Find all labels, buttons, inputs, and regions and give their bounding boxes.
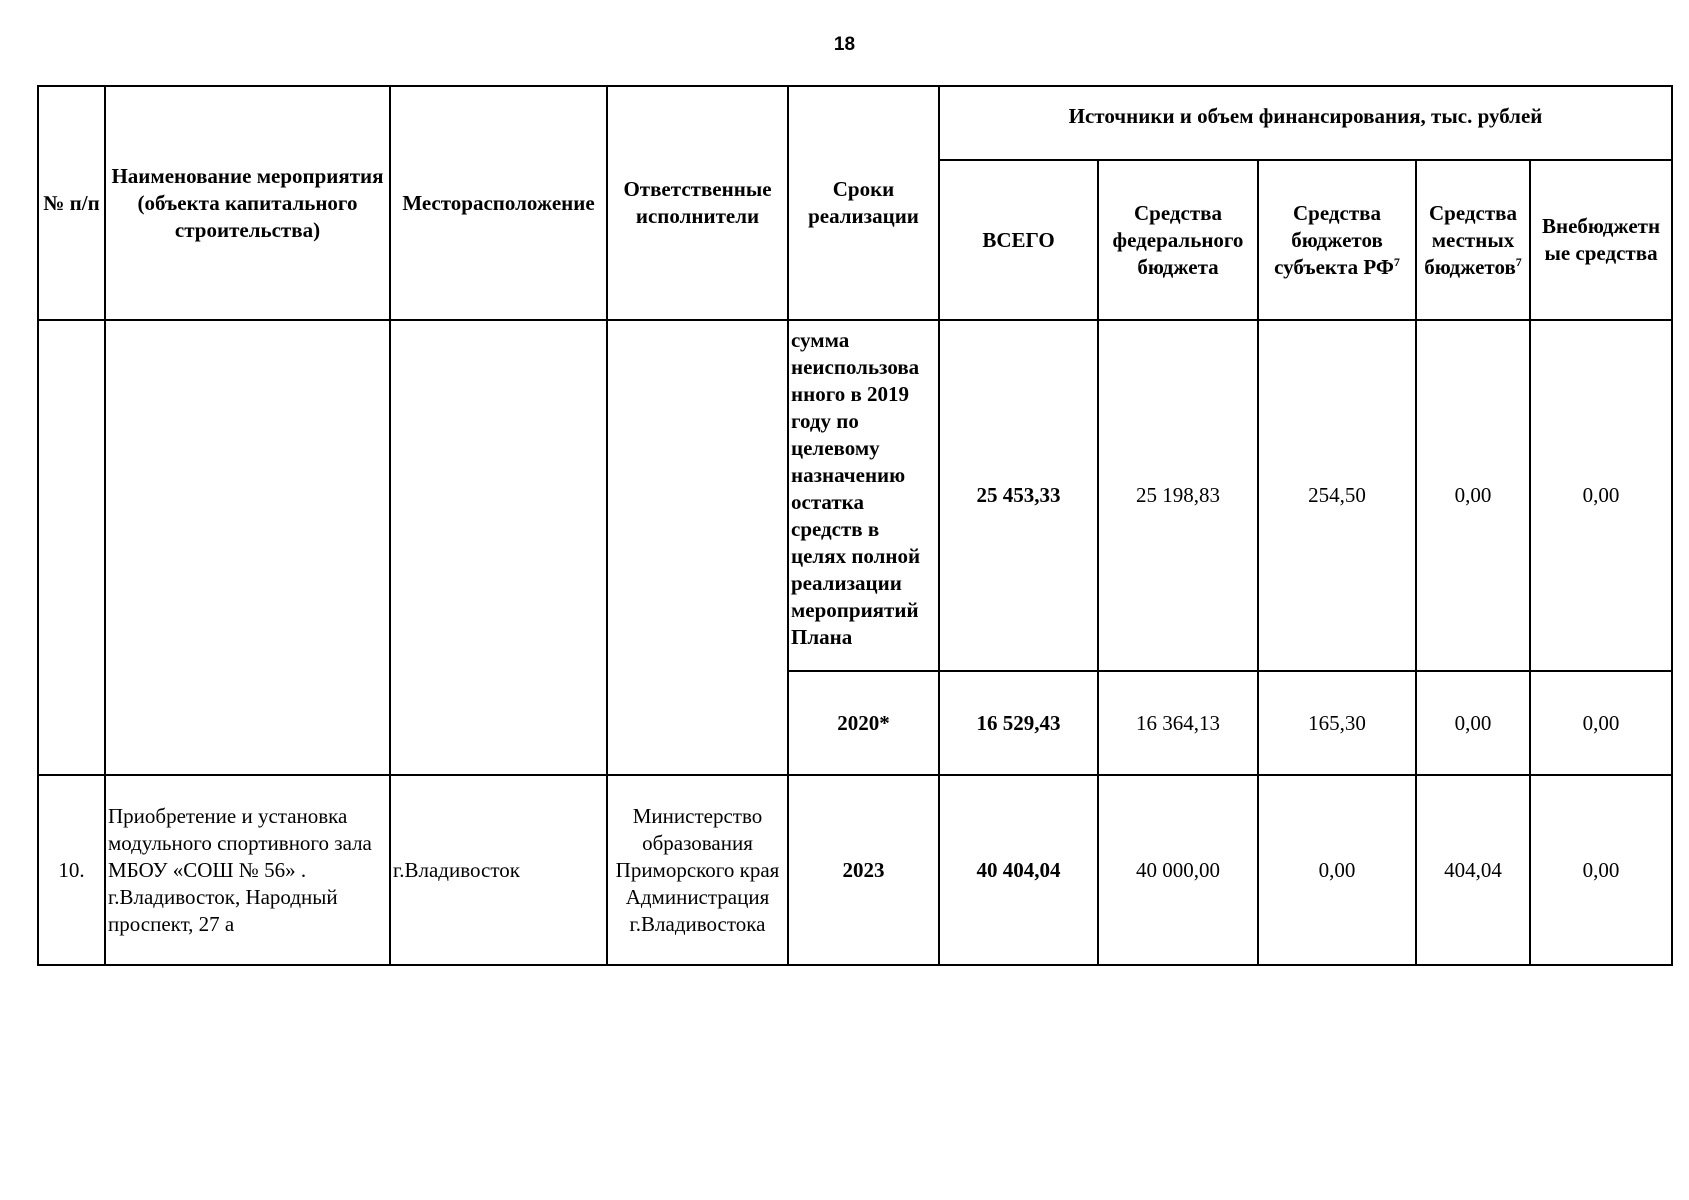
header-total: ВСЕГО xyxy=(939,160,1098,320)
cell-name: Приобретение и установка модульного спортивного зала МБОУ «СОШ № 56» . г.Владивосток, Народный проспект, 27 а xyxy=(105,775,390,965)
cell-total: 40 404,04 xyxy=(939,775,1098,965)
header-terms: Сроки реализации xyxy=(788,86,939,320)
cell-total: 25 453,33 xyxy=(939,320,1098,671)
cell-executors xyxy=(607,320,788,775)
cell-regional: 165,30 xyxy=(1258,671,1416,775)
cell-extra: 0,00 xyxy=(1530,671,1672,775)
cell-federal: 16 364,13 xyxy=(1098,671,1258,775)
cell-local: 0,00 xyxy=(1416,671,1530,775)
cell-location: г.Владивосток xyxy=(390,775,607,965)
cell-local: 404,04 xyxy=(1416,775,1530,965)
cell-name xyxy=(105,320,390,775)
header-location: Месторасположение xyxy=(390,86,607,320)
cell-term: сумма неиспользова нного в 2019 году по целевому назначению остатка средств в целях полной реализации мероприятий Плана xyxy=(788,320,939,671)
cell-term: 2023 xyxy=(788,775,939,965)
header-regional-text: Средства бюджетов субъекта РФ xyxy=(1274,200,1394,279)
header-funding-group: Источники и объем финансирования, тыс. рублей xyxy=(939,86,1672,160)
footnote-mark: 7 xyxy=(1515,254,1522,269)
header-local xyxy=(1416,160,1530,320)
header-name: Наименование мероприятия (объекта капитального строительства) xyxy=(105,86,390,320)
cell-num: 10. xyxy=(38,775,105,965)
footnote-mark: 7 xyxy=(1393,254,1400,269)
funding-table xyxy=(37,85,1673,966)
cell-regional: 0,00 xyxy=(1258,775,1416,965)
cell-num xyxy=(38,320,105,775)
header-local-text: Средства местных бюджетов xyxy=(1424,200,1517,279)
header-federal: Средства федерального бюджета xyxy=(1098,160,1258,320)
table-row xyxy=(38,320,1672,671)
cell-local: 0,00 xyxy=(1416,320,1530,671)
header-num: № п/п xyxy=(38,86,105,320)
cell-location xyxy=(390,320,607,775)
cell-executors: Министерство образования Приморского края Администрация г.Владивостока xyxy=(607,775,788,965)
cell-term: 2020* xyxy=(788,671,939,775)
header-extra: Внебюджетн ые средства xyxy=(1530,160,1672,320)
cell-federal: 40 000,00 xyxy=(1098,775,1258,965)
table-row xyxy=(38,775,1672,965)
cell-federal: 25 198,83 xyxy=(1098,320,1258,671)
cell-total: 16 529,43 xyxy=(939,671,1098,775)
cell-extra: 0,00 xyxy=(1530,320,1672,671)
header-executors: Ответственные исполнители xyxy=(607,86,788,320)
page-number: 18 xyxy=(833,34,856,55)
cell-regional: 254,50 xyxy=(1258,320,1416,671)
cell-extra: 0,00 xyxy=(1530,775,1672,965)
header-regional xyxy=(1258,160,1416,320)
